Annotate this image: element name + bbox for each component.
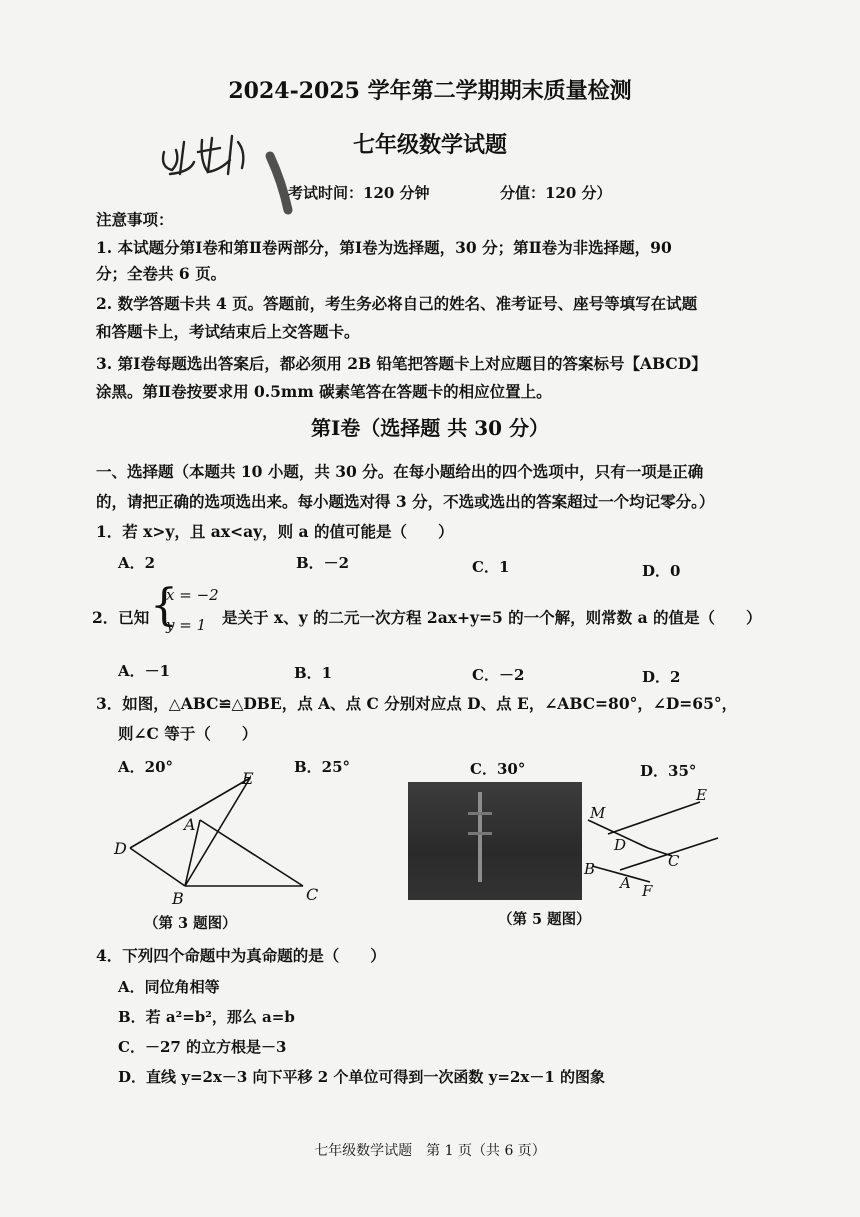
question-1-stem: 1．若 x>y，且 ax<ay，则 a 的值可能是（ ）: [96, 522, 454, 541]
note-2-line-1: 2. 数学答题卡共 4 页。答题前，考生务必将自己的姓名、准考证号、座号等填写在试题: [96, 294, 698, 313]
q1-option-c[interactable]: C．1: [472, 558, 510, 576]
question-2-stem: 是关于 x、y 的二元一次方程 2ax+y=5 的一个解，则常数 a 的值是（ ）: [222, 608, 762, 627]
q2-option-c[interactable]: C．－2: [472, 666, 525, 684]
question-3-stem-line-1: 3．如图，△ABC≌△DBE，点 A、点 C 分别对应点 D、点 E，∠ABC=80°，∠D=65°，: [96, 694, 738, 713]
q3-option-b[interactable]: B．25°: [294, 758, 351, 776]
boat-shape: [478, 792, 482, 882]
figure-3-triangles: [108, 768, 338, 908]
section-title: 第Ⅰ卷（选择题 共 30 分）: [310, 416, 550, 440]
q2-option-d[interactable]: D．2: [642, 668, 681, 686]
note-1-line-2: 分；全卷共 6 页。: [96, 264, 227, 283]
fig5-label-d: D: [614, 836, 627, 854]
figure-5-parallel-lines: [578, 782, 738, 900]
exam-subtitle: 七年级数学试题: [352, 132, 507, 158]
fig5-label-e: E: [696, 786, 707, 804]
exam-score: 分值：120 分）: [500, 184, 612, 202]
section-intro-line-2: 的，请把正确的选项选出来。每小题选对得 3 分，不选或选出的答案超过一个均记零分。）: [96, 492, 715, 511]
q4-option-a[interactable]: A．同位角相等: [118, 978, 220, 996]
fig3-label-a: A: [184, 815, 196, 834]
exam-title: 2024-2025 学年第二学期期末质量检测: [228, 78, 632, 104]
fig5-label-b: B: [584, 860, 596, 878]
rowing-photo: [408, 782, 582, 900]
q2-equation-2: y = 1: [166, 616, 207, 634]
q4-option-d[interactable]: D．直线 y=2x－3 向下平移 2 个单位可得到一次函数 y=2x－1 的图象: [118, 1068, 605, 1086]
oar-shape: [468, 812, 492, 815]
q3-option-c[interactable]: C．30°: [470, 760, 526, 778]
handwritten-signature: [150, 112, 300, 222]
note-3-line-2: 涂黑。第Ⅱ卷按要求用 0.5mm 碳素笔答在答题卡的相应位置上。: [96, 382, 552, 401]
q3-option-a[interactable]: A．20°: [118, 758, 174, 776]
q1-option-d[interactable]: D．0: [642, 562, 681, 580]
figure-3-caption: （第 3 题图）: [144, 915, 237, 932]
page-footer: 七年级数学试题 第 1 页（共 6 页）: [314, 1143, 546, 1159]
fig5-label-m: M: [590, 804, 606, 822]
q1-option-b[interactable]: B．－2: [296, 554, 350, 572]
note-3-line-1: 3. 第Ⅰ卷每题选出答案后，都必须用 2B 铅笔把答题卡上对应题目的答案标号【ABCD】: [96, 354, 707, 373]
equation-brace: {: [150, 580, 178, 631]
notes-heading: 注意事项：: [96, 210, 174, 229]
fig5-label-c: C: [668, 852, 680, 870]
question-3-stem-line-2: 则∠C 等于（ ）: [118, 724, 258, 743]
q4-option-b[interactable]: B．若 a²=b²，那么 a=b: [118, 1008, 295, 1026]
fig3-label-e: E: [242, 769, 254, 788]
q3-option-d[interactable]: D．35°: [640, 762, 697, 780]
q2-option-b[interactable]: B．1: [294, 664, 333, 682]
fig3-label-c: C: [306, 885, 319, 904]
fig3-label-b: B: [172, 889, 184, 908]
question-2-prefix: 2．已知: [92, 608, 150, 627]
fig5-label-f: F: [642, 882, 653, 900]
note-2-line-2: 和答题卡上，考试结束后上交答题卡。: [96, 322, 360, 341]
oar-shape: [468, 832, 492, 835]
question-4-stem: 4．下列四个命题中为真命题的是（ ）: [96, 946, 386, 965]
section-intro-line-1: 一、选择题（本题共 10 小题，共 30 分。在每小题给出的四个选项中，只有一项是正确: [96, 462, 704, 481]
fig5-label-a: A: [620, 874, 631, 892]
q4-option-c[interactable]: C．－27 的立方根是－3: [118, 1038, 287, 1056]
note-1-line-1: 1. 本试题分第Ⅰ卷和第Ⅱ卷两部分，第Ⅰ卷为选择题，30 分；第Ⅱ卷为非选择题，90: [96, 238, 672, 257]
figure-5-caption: （第 5 题图）: [498, 911, 591, 928]
exam-time: 考试时间：120 分钟: [288, 184, 430, 202]
fig3-label-d: D: [114, 839, 127, 858]
q1-option-a[interactable]: A．2: [118, 554, 156, 572]
q2-equation-1: x = −2: [166, 586, 219, 604]
q2-option-a[interactable]: A．－1: [118, 662, 171, 680]
